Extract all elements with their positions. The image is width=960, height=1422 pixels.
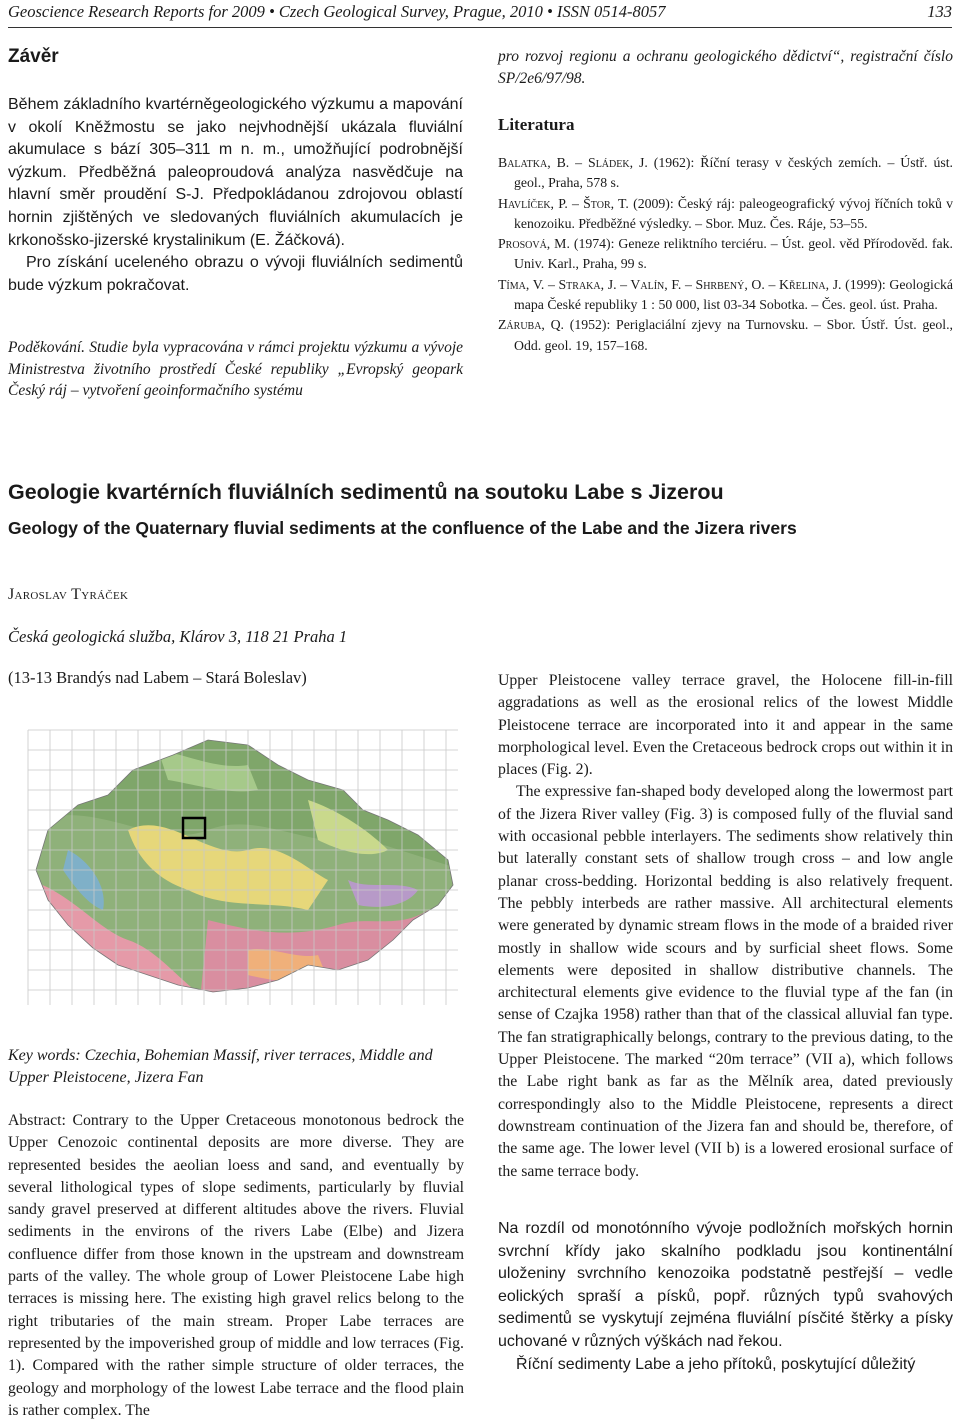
keywords: Key words: Czechia, Bohemian Massif, river terraces, Middle and Upper Pleistocene, Jizera Fan: [8, 1047, 433, 1086]
czech-paragraph-1: Na rozdíl od monotónního vývoje podložních mořských hornin svrchní křídy jako skalního podkladu jsou kontinentální uloženiny svrchního kenozoika podstatně pestřejší – vedle eolických spraší a písků, popř. různých typů svahových sedimentů se vyskytují zejména fluviální písčité štěrky a písky uchované v různých výškách nad řekou.: [498, 1220, 953, 1350]
english-paragraph-1: Upper Pleistocene valley terrace gravel, the Holocene fill-in-fill aggradations as well as the erosional relics of the lowest Middle Pleistocene terrace are incorporated into it and appear in the same morphological level. Even the Cretaceous bedrock crops out within it in places (Fig. 2).: [498, 672, 953, 779]
english-body: [498, 670, 953, 1183]
english-paragraph-2: The expressive fan-shaped body developed along the lowermost part of the Jizera River valley (Fig. 3) is composed fully of the fluvial sand with occasional pebble interlayers. The sediments show relatively thin but laterally constant sets of shallow trough cross – and low angle planar cross-bedding. Horizontal bedding is also relatively frequent. The pebbly interbeds are rather massive. All architectural elements were generated by dynamic stream flows in the mode of a braided river mostly in shallow wide scours and by surficial sheet flows. Some elements were deposited in shallow distributive channels. The architectural elements give evidence to the fluvial type af the fan (in sense of Czajka 1958) rather than that of the classical alluvial fan type. The fan stratigraphically belongs, contrary to the previous dating, to the Upper Pleistocene. The marked “20m terrace” (VII a), which follows the Labe right bank as far as the Mělník area, dated previously correspondingly also to the Middle Pleistocene, represents a direct downstream continuation of the Jizera fan and should be, therefore, of the same age. The lower level (VII b) is a lowered erosional surface of the same terrace body.: [498, 783, 953, 1180]
reference-item: Prosová, M. (1974): Geneze reliktního terciéru. – Úst. geol. věd Přírodověd. fak. Univ. Karl., Praha, 99 s.: [498, 236, 953, 272]
header-rule: [8, 27, 952, 28]
page-number: 133: [927, 2, 952, 21]
acknowledgement: Poděkování. Studie byla vypracována v rámci projektu výzkumu a vývoje Ministrestva životního prostředí České republiky „Evropský geopark Český ráj – vytvoření geoinformačního systému: [8, 339, 463, 399]
journal-citation: Geoscience Research Reports for 2009 • Czech Geological Survey, Prague, 2010 • ISSN 0514-8057: [8, 2, 666, 21]
zaver-paragraph-2: Pro získání uceleného obrazu o vývoji fluviálních sedimentů bude výzkum pokračovat.: [8, 254, 463, 294]
abstract: Abstract: Contrary to the Upper Cretaceous monotonous bedrock the Upper Cenozoic continental deposits are more diverse. They are represented besides the aeolian loess and sand, and eventually by several lithological types of slope sediments, particularly by fluvial sandy gravel preserved at different altitudes above the rivers. Fluvial sediments in the environs of the rivers Labe (Elbe) and Jizera confluence differ from those known in the upstream and downstream parts of the valley. The whole group of Lower Pleistocene Labe high terraces is missing here. The existing high gravel relics belong to the right tributaries of the main stream. Proper Labe terraces are represented by the impoverished group of middle and low terraces (Fig. 1). Compared with the rather simple structure of older terraces, the geology and morphology of the lowest Labe terrace and the flood plain is rather complex. The: [8, 1112, 464, 1419]
locator-map-svg: [8, 710, 463, 1020]
article-title-english: Geology of the Quaternary fluvial sediments at the confluence of the Labe and the Jizera rivers: [8, 518, 797, 538]
reference-item: Tíma, V. – Straka, J. – Valín, F. – Shrbený, O. – Křelina, J. (1999): Geologická mapa České republiky 1 : 50 000, list 03-34 Sobotka. – Čes. geol. úst. Praha.: [498, 276, 953, 313]
reference-item: Havlíček, P. – Štor, T. (2009): Český ráj: paleogeografický vývoj říčních toků v kenozoiku. Předběžné výsledky. – Sbor. Muz. Čes. Ráje, 53–55.: [498, 195, 953, 231]
reference-item: Záruba, Q. (1952): Periglaciální zjevy na Turnovsku. – Sbor. Ústř. Úst. geol., Odd. geol. 19, 157–168.: [498, 317, 954, 353]
section-heading-literatura: Literatura: [498, 115, 575, 134]
reference-item: Balatka, B. – Sládek, J. (1962): Říční terasy v českých zemích. – Ústř. úst. geol., Praha, 578 s.: [498, 155, 953, 191]
article-title-czech: Geologie kvartérních fluviálních sedimentů na soutoku Labe s Jizerou: [8, 480, 724, 504]
acknowledgement-continuation: pro rozvoj regionu a ochranu geologického dědictví“, registrační číslo SP/2e6/97/98.: [498, 48, 953, 87]
right-top-column: [498, 46, 953, 356]
zaver-paragraph-1: Během základního kvartérněgeologického výzkumu a mapování v okolí Kněžmostu se jako nejvhodnější ukázala fluviální akumulace s bází 305–311 m n. m., umožňující podrobnější výzkum. Předběžná paleoproudová analýza nasvědčuje na hlavní směr proudění S-J. Předpokládanou zdrojovou oblastí hornin zjištěných ve sledovaných fluviálních akumulacích je krkonošsko-jizerské krystalinikum (E. Žáčková).: [8, 96, 463, 249]
reference-list: [498, 153, 953, 356]
author-name: Jaroslav Tyráček: [8, 586, 129, 603]
czech-paragraph-2: Říční sedimenty Labe a jeho přítoků, poskytující důležitý: [516, 1355, 916, 1373]
locator-map: [8, 710, 463, 1020]
section-heading-zaver: Závěr: [8, 46, 59, 67]
geology-fill: [8, 710, 463, 1020]
map-sheet-label: (13-13 Brandýs nad Labem – Stará Boleslav): [8, 668, 307, 687]
zaver-body: [8, 94, 463, 297]
author-affiliation: Česká geologická služba, Klárov 3, 118 21 Praha 1: [8, 627, 348, 646]
running-header: [8, 2, 952, 26]
czech-body: [498, 1218, 953, 1376]
